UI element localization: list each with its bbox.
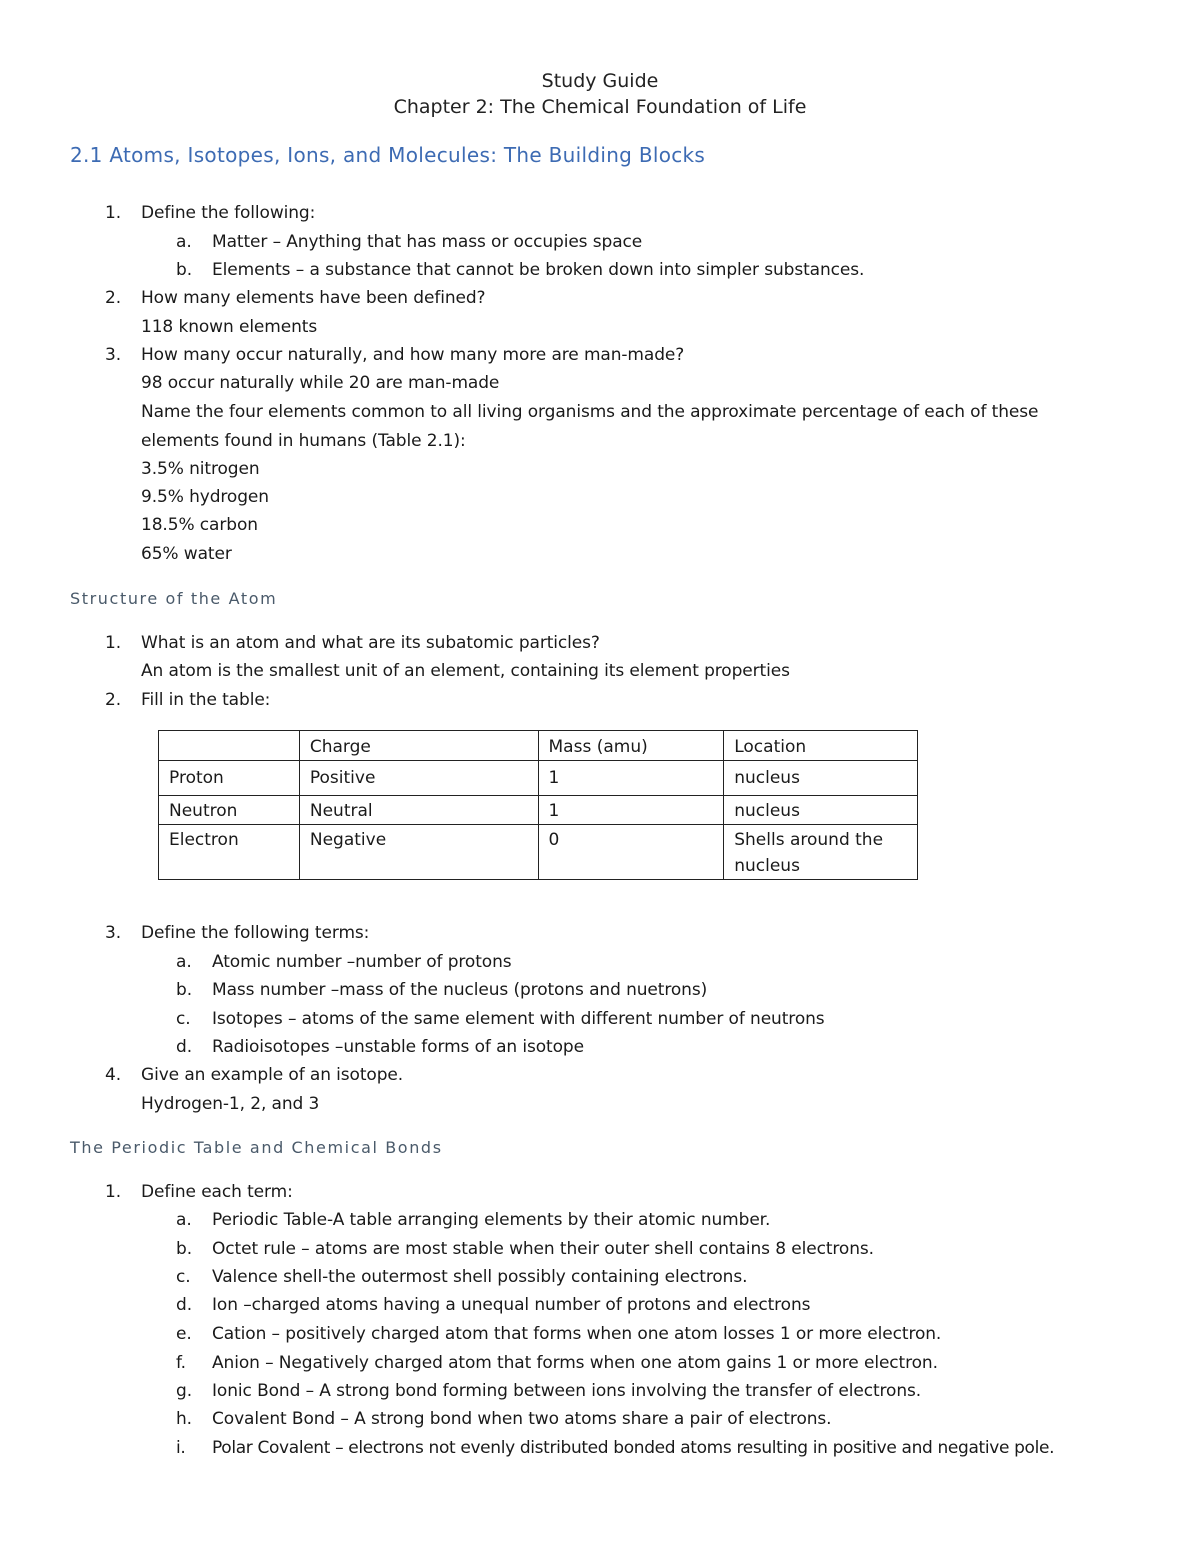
question-text: Define each term: <box>141 1182 293 1202</box>
table-cell: Shells around the nucleus <box>724 825 918 880</box>
item-letter: b. <box>176 980 192 1000</box>
table-cell: Positive <box>299 761 538 796</box>
question-number: 2. <box>105 690 122 710</box>
question-2 <box>105 690 270 710</box>
question-number: 3. <box>105 345 122 365</box>
item-letter: d. <box>176 1295 192 1315</box>
section-heading-structure: Structure of the Atom <box>70 589 278 608</box>
item-letter: i. <box>176 1438 186 1458</box>
question-3 <box>105 923 369 943</box>
question-1 <box>105 1182 293 1202</box>
item-letter: b. <box>176 1239 192 1259</box>
table-cell: Neutron <box>159 796 300 825</box>
question-text: Give an example of an isotope. <box>141 1065 404 1085</box>
question-4 <box>105 1065 403 1085</box>
table-header-row <box>159 731 918 761</box>
list-item <box>176 1210 770 1230</box>
question-number: 3. <box>105 923 122 943</box>
table-header-cell: Charge <box>299 731 538 761</box>
question-number: 1. <box>105 633 122 653</box>
item-letter: e. <box>176 1324 192 1344</box>
question-number: 2. <box>105 288 122 308</box>
item-text: Elements – a substance that cannot be broken down into simpler substances. <box>212 260 865 280</box>
table-row <box>159 825 918 880</box>
document-subtitle: Chapter 2: The Chemical Foundation of Life <box>393 96 807 118</box>
list-item <box>176 1267 747 1287</box>
item-letter: c. <box>176 1009 191 1029</box>
question-text: How many elements have been defined? <box>141 288 486 308</box>
answer-text: 118 known elements <box>141 317 318 337</box>
list-item <box>176 1239 874 1259</box>
item-text: Cation – positively charged atom that forms when one atom losses 1 or more electron. <box>212 1324 942 1344</box>
item-text: Periodic Table-A table arranging elements by their atomic number. <box>212 1210 771 1230</box>
question-number: 1. <box>105 203 122 223</box>
item-text: Atomic number –number of protons <box>212 952 512 972</box>
table-cell: Neutral <box>299 796 538 825</box>
section-heading-atoms: 2.1 Atoms, Isotopes, Ions, and Molecules: The Building Blocks <box>70 143 706 167</box>
question-text: Fill in the table: <box>141 690 271 710</box>
list-item <box>176 1438 1054 1458</box>
document-title: Study Guide <box>541 70 659 92</box>
answer-text: An atom is the smallest unit of an element, containing its element properties <box>141 661 790 681</box>
item-text: Matter – Anything that has mass or occupies space <box>212 232 643 252</box>
answer-text: 18.5% carbon <box>141 515 258 535</box>
table-cell: Proton <box>159 761 300 796</box>
list-item <box>176 260 864 280</box>
item-text: Isotopes – atoms of the same element with different number of neutrons <box>212 1009 825 1029</box>
item-text: Valence shell-the outermost shell possibly containing electrons. <box>212 1267 748 1287</box>
item-letter: b. <box>176 260 192 280</box>
list-item <box>176 1295 810 1315</box>
question-3 <box>105 345 684 365</box>
item-letter: g. <box>176 1381 192 1401</box>
table-cell: 1 <box>538 761 724 796</box>
item-letter: a. <box>176 1210 192 1230</box>
table-cell: 0 <box>538 825 724 880</box>
answer-text: 65% water <box>141 544 232 564</box>
question-number: 1. <box>105 1182 122 1202</box>
table-cell: 1 <box>538 796 724 825</box>
list-item <box>176 1409 831 1429</box>
section-heading-periodic-table: The Periodic Table and Chemical Bonds <box>70 1138 443 1157</box>
item-letter: f. <box>176 1353 186 1373</box>
list-item <box>176 1381 921 1401</box>
table-row <box>159 796 918 825</box>
list-item <box>176 1353 938 1373</box>
question-text: Define the following terms: <box>141 923 370 943</box>
item-text: Mass number –mass of the nucleus (protons and nuetrons) <box>212 980 708 1000</box>
item-letter: h. <box>176 1409 192 1429</box>
table-cell: nucleus <box>724 796 918 825</box>
table-cell: nucleus <box>724 761 918 796</box>
answer-text: 3.5% nitrogen <box>141 459 260 479</box>
list-item <box>176 1009 825 1029</box>
item-letter: c. <box>176 1267 191 1287</box>
answer-text: 98 occur naturally while 20 are man-made <box>141 373 500 393</box>
list-item <box>176 952 512 972</box>
item-text: Octet rule – atoms are most stable when their outer shell contains 8 electrons. <box>212 1239 874 1259</box>
question-number: 4. <box>105 1065 122 1085</box>
answer-text: Hydrogen-1, 2, and 3 <box>141 1094 320 1114</box>
follow-up-question-line-1: Name the four elements common to all living organisms and the approximate percentage of each of these <box>141 402 1039 422</box>
subatomic-particles-table <box>158 730 918 880</box>
item-text: Ionic Bond – A strong bond forming between ions involving the transfer of electrons. <box>212 1381 922 1401</box>
question-2 <box>105 288 485 308</box>
item-text: Covalent Bond – A strong bond when two atoms share a pair of electrons. <box>212 1409 832 1429</box>
item-text: Ion –charged atoms having a unequal number of protons and electrons <box>212 1295 811 1315</box>
question-1 <box>105 203 315 223</box>
table-header-cell: Location <box>724 731 918 761</box>
item-letter: d. <box>176 1037 192 1057</box>
list-item <box>176 980 707 1000</box>
list-item <box>176 1324 941 1344</box>
item-letter: a. <box>176 232 192 252</box>
list-item <box>176 1037 584 1057</box>
item-text: Anion – Negatively charged atom that forms when one atom gains 1 or more electron. <box>212 1353 938 1373</box>
table-header-cell: Mass (amu) <box>538 731 724 761</box>
table-cell: Electron <box>159 825 300 880</box>
item-letter: a. <box>176 952 192 972</box>
question-text: What is an atom and what are its subatomic particles? <box>141 633 600 653</box>
table-header-cell <box>159 731 300 761</box>
item-text: Radioisotopes –unstable forms of an isotope <box>212 1037 584 1057</box>
question-text: How many occur naturally, and how many more are man-made? <box>141 345 685 365</box>
table-cell: Negative <box>299 825 538 880</box>
question-text: Define the following: <box>141 203 316 223</box>
question-1 <box>105 633 600 653</box>
item-text: Polar Covalent – electrons not evenly distributed bonded atoms resulting in positive and negative pole. <box>212 1438 1055 1458</box>
list-item <box>176 232 642 252</box>
follow-up-question-line-2: elements found in humans (Table 2.1): <box>141 431 466 451</box>
table-row <box>159 761 918 796</box>
answer-text: 9.5% hydrogen <box>141 487 269 507</box>
